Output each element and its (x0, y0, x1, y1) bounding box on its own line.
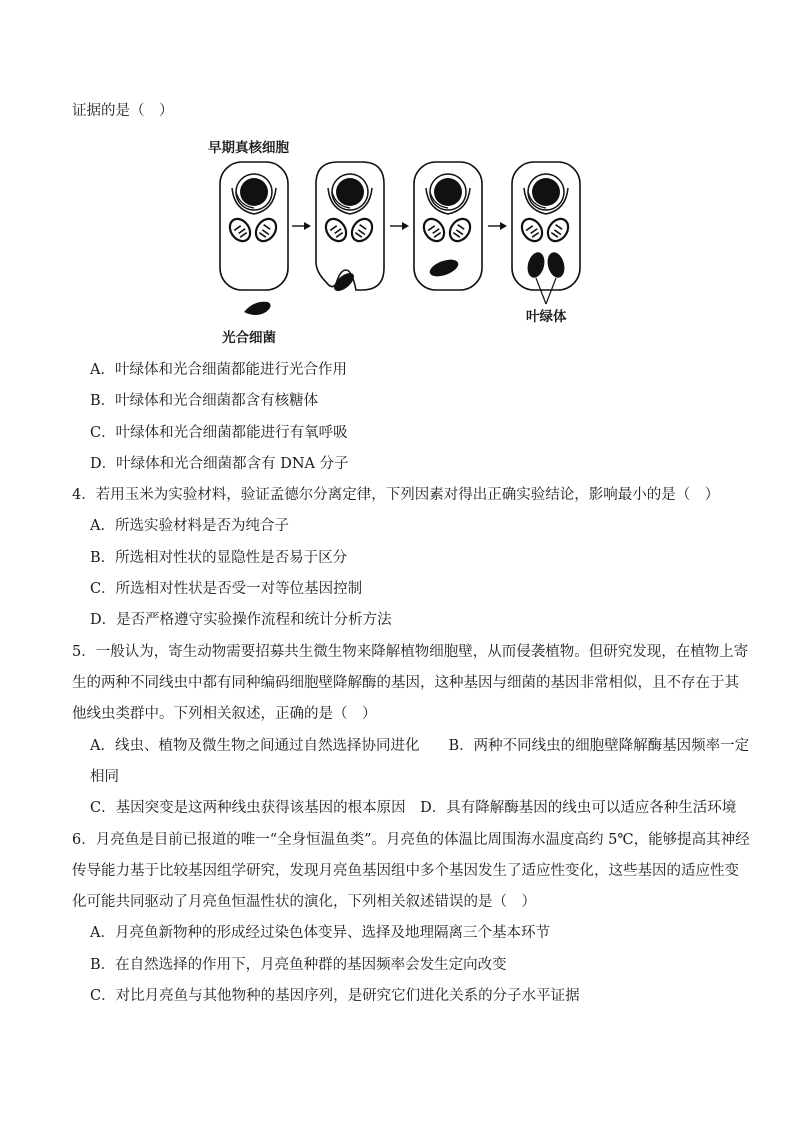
bacterium-shape (244, 302, 271, 315)
endosymbiosis-svg (200, 132, 600, 347)
q5-options-cd: C．基因突变是这两种线虫获得该基因的根本原因 D．具有降解酶基因的线虫可以适应各种生活环境 (90, 800, 737, 816)
label-early-eukaryote: 早期真核细胞 (208, 140, 289, 156)
q6-stem-line-1: 6．月亮鱼是目前已报道的唯一“全身恒温鱼类”。月亮鱼的体温比周围海水温度高约 5℃，能够提高其神经 (72, 832, 750, 848)
q4-option-b: B．所选相对性状的显隐性是否易于区分 (90, 550, 348, 566)
label-photosynthetic-bacteria: 光合细菌 (222, 330, 276, 346)
q3-option-c: C．叶绿体和光合细菌都能进行有氧呼吸 (90, 425, 348, 441)
label-chloroplast: 叶绿体 (526, 309, 567, 325)
q5-stem-line-1: 5．一般认为，寄生动物需要招募共生微生物来降解植物细胞壁，从而侵袭植物。但研究发现，在植物上寄 (72, 644, 749, 660)
q3-option-b: B．叶绿体和光合细菌都含有核糖体 (90, 393, 319, 409)
q6-stem-line-2: 传导能力基于比较基因组学研究，发现月亮鱼基因组中多个基因发生了适应性变化，这些基因的适应性变 (72, 863, 739, 879)
q6-stem-line-3: 化可能共同驱动了月亮鱼恒温性状的演化，下列相关叙述错误的是（ ） (72, 894, 536, 910)
q4-option-d: D．是否严格遵守实验操作流程和统计分析方法 (90, 612, 392, 628)
q6-option-a: A．月亮鱼新物种的形成经过染色体变异、选择及地理隔离三个基本环节 (90, 925, 550, 941)
q5-stem-line-3: 他线虫类群中。下列相关叙述，正确的是（ ） (72, 706, 377, 722)
q6-option-c: C．对比月亮鱼与其他物种的基因序列，是研究它们进化关系的分子水平证据 (90, 988, 580, 1004)
q4-option-c: C．所选相对性状是否受一对等位基因控制 (90, 581, 363, 597)
cell-stage-1 (220, 162, 288, 290)
q5-options-ab: A．线虫、植物及微生物之间通过自然选择协同进化 B．两种不同线虫的细胞壁降解酶基因频率一定 (90, 738, 750, 754)
q6-option-b: B．在自然选择的作用下，月亮鱼种群的基因频率会发生定向改变 (90, 957, 507, 973)
cell-stage-2 (316, 162, 384, 294)
endosymbiosis-diagram (200, 132, 600, 347)
q5-stem-line-2: 生的两种不同线虫中都有同种编码细胞壁降解酶的基因，这种基因与细菌的基因非常相似，且不存在于其 (72, 675, 739, 691)
q5-option-b-wrap: 相同 (90, 769, 119, 785)
cell-stage-3 (414, 162, 482, 290)
cell-stage-4 (512, 162, 580, 290)
q3-stem-tail: 证据的是（ ） (72, 103, 174, 119)
q3-option-a: A．叶绿体和光合细菌都能进行光合作用 (90, 362, 347, 378)
q4-option-a: A．所选实验材料是否为纯合子 (90, 518, 289, 534)
q3-option-d: D．叶绿体和光合细菌都含有 DNA 分子 (90, 456, 349, 472)
q4-stem: 4．若用玉米为实验材料，验证孟德尔分离定律，下列因素对得出正确实验结论，影响最小的是（ ） (72, 487, 720, 503)
